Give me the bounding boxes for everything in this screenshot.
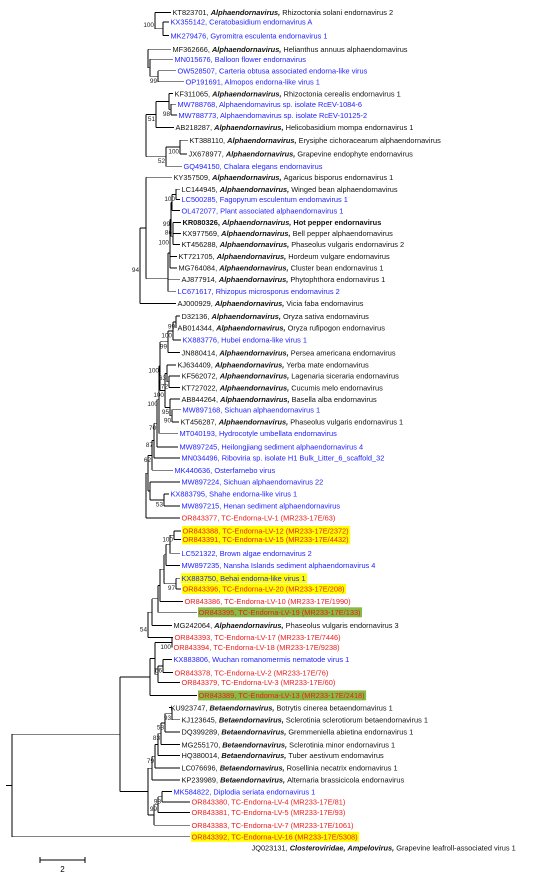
leaf-label: DQ399289, Betaendornavirus, Gremmeniella abietina endornavirus 1 — [181, 727, 414, 737]
leaf-label: LC521322, Brown algae endornavirus 2 — [181, 549, 312, 558]
bootstrap-value: 98 — [162, 111, 170, 119]
leaf-label: KT456288, Alphaendornavirus, Phaseolus vulgaris endornavirus 2 — [181, 240, 405, 250]
bootstrap-value: 95 — [161, 408, 169, 416]
bootstrap-value: 100 — [143, 22, 154, 30]
leaf-label: MW897245, Heilongjiang sediment alphaendornavirus 4 — [179, 442, 364, 452]
scale-bar — [40, 857, 85, 874]
bootstrap-value: 63 — [158, 374, 166, 382]
leaf-label: AB014344, Alphaendornavirus, Oryza rufipogon endornavirus — [177, 323, 385, 333]
bootstrap-value: 53 — [155, 501, 163, 509]
leaf-label: OL472077, Plant associated alphaendornavirus 1 — [181, 206, 344, 216]
bootstrap-value: 98 — [153, 798, 161, 806]
leaf-label: JX678977, Alphaendornavirus, Grapevine endophyte endornavirus — [188, 149, 413, 159]
leaf-label: KY357509, Alphaendornavirus, Agaricus bisporus endornavirus 1 — [173, 173, 394, 182]
leaf-label: OR843395, TC-Endorna-LV-19 (MR233-17E/133) — [198, 608, 361, 617]
leaf-label: KT823701, Alphaendornavirus, Rhizoctonia solani endornavirus 2 — [172, 8, 394, 18]
leaf-label: MG764084, Alphaendornavirus, Cluster bean endornavirus 1 — [178, 263, 384, 273]
leaf-label: OR843389, TC-Endorna-LV-13 (MR233-17E/2418) — [198, 691, 365, 701]
leaf-label: LC144945, Alphaendornavirus, Winged bean alphaendornavirus — [181, 184, 398, 194]
bootstrap-value: 54 — [139, 626, 147, 634]
leaf-label: LC671617, Rhizopus microsporus endornavirus 2 — [177, 287, 340, 296]
leaf-label-layer — [171, 8, 516, 852]
leaf-label: LC076696, Betaendornavirus, Rosellinia necatrix endornavirus 1 — [181, 763, 398, 773]
leaf-label: MK279476, Gyromitra esculenta endornavirus 1 — [170, 31, 328, 41]
leaf-label: OR843377, TC-Endorna-LV-1 (MR233-17E/63) — [181, 513, 336, 523]
leaf-label: KT727022, Alphaendornavirus, Cucumis melo endornavirus — [181, 383, 383, 393]
bootstrap-value: 87 — [145, 442, 153, 450]
leaf-label: KX883795, Shahe endorna-like virus 1 — [170, 489, 298, 499]
leaf-label: MW788773, Alphaendornavirus sp. isolate RcEV-10125-2 — [178, 110, 368, 120]
leaf-label: KU923747, Betaendornavirus, Botrytis cinerea betaendornavirus 1 — [170, 703, 393, 713]
leaf-label: KX883806, Wuchan romanomermis nematode virus 1 — [173, 655, 350, 665]
leaf-label: AJ000929, Alphaendornavirus, Vicia faba endornavirus — [177, 299, 364, 309]
bootstrap-value: 99 — [149, 77, 157, 85]
bootstrap-value: 58 — [156, 724, 164, 732]
leaf-label: MK440636, Osterfarnebo virus — [174, 465, 276, 475]
leaf-label: MW897168, Sichuan alphaendornavirus 1 — [182, 405, 321, 415]
leaf-label: MT040193, Hydrocotyle umbellata endornavirus — [179, 429, 337, 438]
leaf-label: GQ494150, Chalara elegans endornavirus — [183, 162, 323, 171]
bootstrap-value: 94 — [131, 267, 139, 275]
leaf-label: KX883776, Hubei endorna-like virus 1 — [182, 335, 307, 345]
bootstrap-value: 100 — [160, 643, 171, 651]
leaf-label: OR843379, TC-Endorna-LV-3 (MR233-17E/60) — [181, 678, 336, 688]
leaf-label: AJ877914, Alphaendornavirus, Phytophthora endornavirus 1 — [181, 275, 386, 284]
leaf-label: KT456287, Alphaendornavirus, Phaseolus vulgaris endornavirus 1 — [180, 417, 404, 427]
leaf-label: OR843393, TC-Endorna-LV-17 (MR233-17E/7446) — [174, 633, 341, 643]
leaf-label: MK584822, Diplodia seriata endornavirus 1 — [173, 787, 316, 797]
bootstrap-value: 100 — [147, 401, 158, 409]
leaf-label: MF362666, Alphaendornavirus, Helianthus annuus alphaendornavirus — [172, 45, 408, 54]
leaf-label: JN880414, Alphaendornavirus, Persea americana endornavirus — [181, 348, 396, 358]
leaf-label: KF562072, Alphaendornavirus, Lagenaria siceraria endornavirus — [181, 371, 399, 381]
bootstrap-value: 99 — [162, 220, 170, 228]
leaf-label: LC500285, Fagopyrum esculentum endornavirus 1 — [181, 195, 348, 205]
leaf-label: KX355142, Ceratobasidium endornavirus A — [170, 17, 313, 27]
leaf-label: AB844264, Alphaendornavirus, Basella alba endornavirus — [181, 394, 377, 404]
bootstrap-value: 99 — [149, 806, 157, 814]
bootstrap-value: 100 — [158, 239, 169, 247]
bootstrap-value: 100 — [161, 332, 172, 340]
leaf-label: MN034496, Riboviria sp. isolate H1 Bulk_Litter_6_scaffold_32 — [181, 453, 385, 463]
leaf-label: OR843394, TC-Endorna-LV-18 (MR233-17E/9238) — [173, 643, 340, 653]
bootstrap-value: 90 — [163, 417, 171, 425]
leaf-label: KJ634409, Alphaendornavirus, Yerba mate endornavirus — [177, 360, 369, 370]
leaf-label: MW897235, Nansha Islands sediment alphaendornavirus 4 — [181, 561, 376, 571]
leaf-label: OR843388, TC-Endorna-LV-12 (MR233-17E/2372) — [182, 526, 349, 536]
leaf-label: KR080326, Alphaendornavirus, Hot pepper endornavirus — [182, 218, 382, 228]
leaf-label: KX977569, Alphaendornavirus, Bell pepper alphaendornavirus — [182, 229, 393, 239]
leaf-label: KT388110, Alphaendornavirus, Erysiphe cichoracearum alphaendornavirus — [189, 135, 441, 145]
leaf-label: OR843392, TC-Endorna-LV-16 (MR233-17E/5308) — [191, 832, 358, 842]
leaf-label: KT721705, Alphaendornavirus, Hordeum vulgare endornavirus — [178, 252, 390, 262]
leaf-label: MW788768, Alphaendornavirus sp. isolate RcEV-1084-6 — [177, 99, 362, 109]
branch-layer — [6, 13, 197, 837]
bootstrap-value: 100 — [164, 195, 175, 203]
scale-bar-label: 2 — [60, 865, 65, 874]
bootstrap-value: 99 — [159, 343, 167, 351]
leaf-label: JQ023131, Closteroviridae, Ampelovirus, Grapevine leafroll-associated virus 1 — [251, 843, 516, 853]
bootstrap-value: 93 — [163, 715, 171, 723]
leaf-label: KX883750, Behai endorna-like virus 1 — [181, 574, 306, 583]
leaf-label: OR843396, TC-Endorna-LV-20 (MR233-17E/208) — [182, 584, 345, 594]
leaf-label: MW897215, Henan sediment alphaendornavirus — [181, 501, 341, 511]
leaf-label: MW897224, Sichuan alphaendornavirus 22 — [181, 477, 324, 487]
bootstrap-value: 79 — [146, 757, 154, 765]
leaf-label: OR843391, TC-Endorna-LV-15 (MR233-17E/4432) — [182, 535, 349, 545]
leaf-label: KP239989, Betaendornavirus, Alternaria brassicicola endornavirus — [181, 775, 405, 785]
bootstrap-value: 100 — [162, 536, 173, 544]
leaf-label: OR843380, TC-Endorna-LV-4 (MR233-17E/81) — [191, 797, 346, 807]
leaf-label: AB218287, Alphaendornavirus, Helicobasidium mompa endornavirus 1 — [175, 123, 414, 133]
bootstrap-value: 83 — [152, 735, 160, 743]
bootstrap-value: 99 — [167, 323, 175, 331]
leaf-label: MG242064, Alphaendornavirus, Phaseolus vulgaris endornavirus 3 — [173, 621, 399, 631]
leaf-label: OR843386, TC-Endorna-LV-10 (MR233-17E/1990) — [184, 597, 351, 607]
leaf-label: OR843383, TC-Endorna-LV-7 (MR233-17E/1061) — [191, 820, 354, 830]
leaf-label: MG255170, Betaendornavirus, Sclerotinia minor endornavirus 1 — [181, 740, 396, 750]
leaf-label: KJ123645, Betaendornavirus, Sclerotinia sclerotiorum betaendornavirus 1 — [181, 715, 428, 725]
bootstrap-value: 70 — [148, 424, 156, 432]
bootstrap-value: 51 — [147, 116, 155, 124]
bootstrap-value: 100 — [148, 367, 159, 375]
bootstrap-value: 52 — [157, 158, 165, 166]
bootstrap-value: 100 — [153, 391, 164, 399]
leaf-label: MN015676, Balloon flower endornavirus — [174, 54, 306, 64]
bootstrap-value: 97 — [167, 585, 175, 593]
leaf-label: D32136, Alphaendornavirus, Oryza sativa endornavirus — [181, 311, 369, 321]
leaf-label: OP191691, Almopos endorna-like virus 1 — [185, 77, 320, 87]
bootstrap-value: 72 — [160, 383, 168, 391]
bootstrap-value: 62 — [143, 456, 151, 464]
bootstrap-value: 66 — [154, 667, 162, 675]
bootstrap-value: 86 — [164, 229, 172, 237]
leaf-label: KF311065, Alphaendornavirus, Rhizoctonia cerealis endornavirus 1 — [174, 89, 401, 99]
leaf-label: OR843378, TC-Endorna-LV-2 (MR233-17E/76) — [174, 668, 329, 678]
bootstrap-value: 100 — [168, 148, 179, 156]
leaf-label: HQ380014, Betaendornavirus, Tuber aestivum endornavirus — [181, 751, 384, 761]
leaf-label: OR843381, TC-Endorna-LV-5 (MR233-17E/93) — [191, 808, 346, 818]
leaf-label: OW528507, Carteria obtusa associated endorna-like virus — [177, 66, 368, 76]
